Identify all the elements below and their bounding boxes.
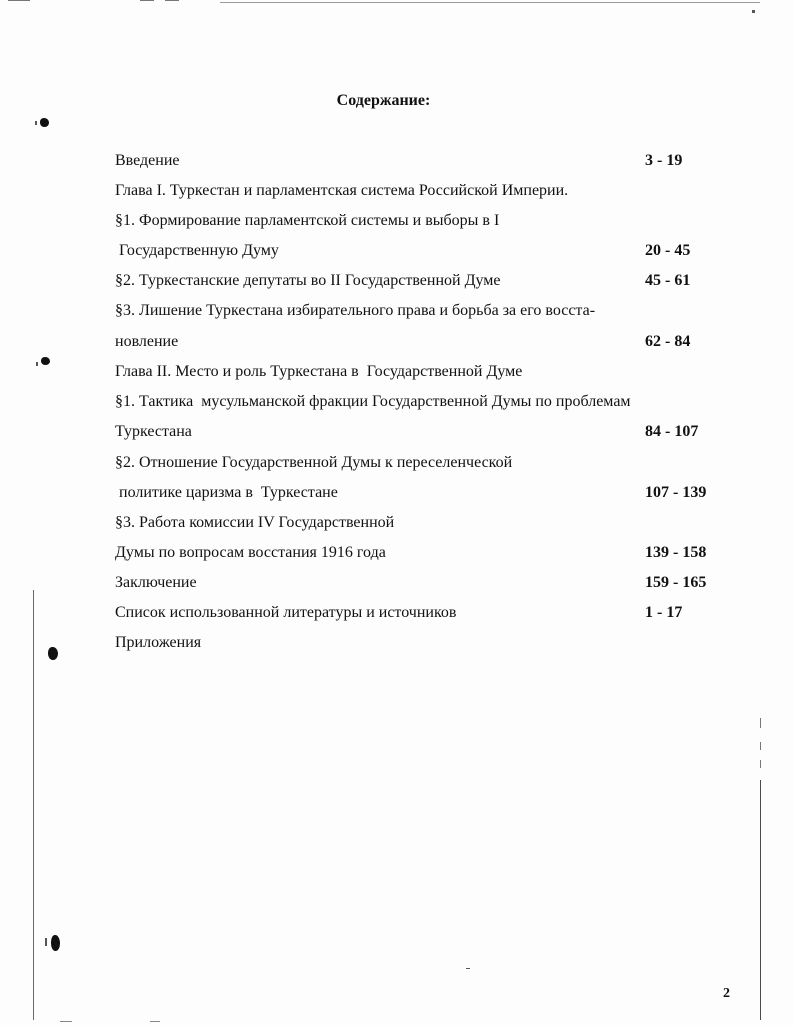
toc-entry xyxy=(115,421,735,443)
scan-artifact xyxy=(35,121,37,125)
toc-entry xyxy=(115,632,735,654)
punch-hole-mark xyxy=(51,935,60,951)
toc-entry xyxy=(115,270,735,292)
toc-title: Содержание: xyxy=(336,92,431,109)
punch-hole-mark xyxy=(40,118,49,127)
toc-entry-text: Введение xyxy=(115,152,180,169)
punch-hole-mark xyxy=(48,647,58,660)
toc-entry-text: новление xyxy=(115,333,179,350)
toc-entry-pages: 159 - 165 xyxy=(645,574,707,591)
scan-artifact xyxy=(220,2,760,3)
toc-entry xyxy=(115,240,735,262)
toc-entry-text: Заключение xyxy=(115,574,197,591)
toc-entry-text: Туркестана xyxy=(115,423,192,440)
scan-artifact xyxy=(33,590,34,1020)
toc-entry-text: §3. Работа комиссии IV Государственной xyxy=(115,514,395,531)
toc-entry xyxy=(115,361,735,383)
toc-entry xyxy=(115,542,735,564)
scan-artifact xyxy=(760,718,761,728)
toc-entry-text: Государственную Думу xyxy=(115,242,279,259)
scan-artifact xyxy=(760,742,761,750)
toc-entry-text: Список использованной литературы и источников xyxy=(115,604,457,621)
scan-artifact xyxy=(760,780,761,1020)
toc-entry xyxy=(115,452,735,474)
toc-entry-text: §2. Туркестанские депутаты во II Государственной Думе xyxy=(115,272,501,289)
toc-entry xyxy=(115,150,735,172)
toc-entry-text: §2. Отношение Государственной Думы к переселенческой xyxy=(115,454,513,471)
scan-artifact xyxy=(60,1021,72,1022)
scan-artifact xyxy=(466,968,470,969)
toc-entry-text: Глава I. Туркестан и парламентская система Российской Империи. xyxy=(115,182,569,199)
toc-entry-text: Глава II. Место и роль Туркестана в Государственной Думе xyxy=(115,363,523,380)
page-number: 2 xyxy=(723,986,730,1001)
punch-hole-mark xyxy=(41,357,50,365)
toc-entry xyxy=(115,300,735,322)
toc-entry xyxy=(115,391,735,413)
toc-entry-text: Приложения xyxy=(115,634,202,651)
toc-entry xyxy=(115,572,735,594)
scan-artifact xyxy=(8,0,30,1)
toc-entry xyxy=(115,482,735,504)
toc-entry-pages: 1 - 17 xyxy=(645,604,683,621)
toc-entry-pages: 84 - 107 xyxy=(645,423,699,440)
toc-entry xyxy=(115,602,735,624)
scan-artifact xyxy=(150,1021,160,1022)
scan-artifact xyxy=(760,760,761,768)
toc-entry-pages: 107 - 139 xyxy=(645,484,707,501)
scan-artifact xyxy=(45,938,47,946)
toc-entry-text: Думы по вопросам восстания 1916 года xyxy=(115,544,386,561)
toc-entry-pages: 139 - 158 xyxy=(645,544,707,561)
scan-artifact xyxy=(752,10,755,13)
toc-entry-text: §1. Тактика мусульманской фракции Государственной Думы по проблемам xyxy=(115,393,631,410)
toc-entry-pages: 62 - 84 xyxy=(645,333,691,350)
toc-entry-pages: 45 - 61 xyxy=(645,272,691,289)
toc-entry-text: §1. Формирование парламентской системы и выборы в I xyxy=(115,212,500,229)
toc-entry xyxy=(115,180,735,202)
toc-entry xyxy=(115,512,735,534)
toc-entry-text: §3. Лишение Туркестана избирательного права и борьба за его восста- xyxy=(115,302,596,319)
toc-entry-pages: 20 - 45 xyxy=(645,242,691,259)
toc-entry xyxy=(115,331,735,353)
scan-artifact xyxy=(165,0,179,1)
toc-entry xyxy=(115,210,735,232)
toc-entry-text: политике царизма в Туркестане xyxy=(115,484,338,501)
scan-artifact xyxy=(140,0,154,1)
scan-artifact xyxy=(36,362,38,366)
toc-entry-pages: 3 - 19 xyxy=(645,152,683,169)
